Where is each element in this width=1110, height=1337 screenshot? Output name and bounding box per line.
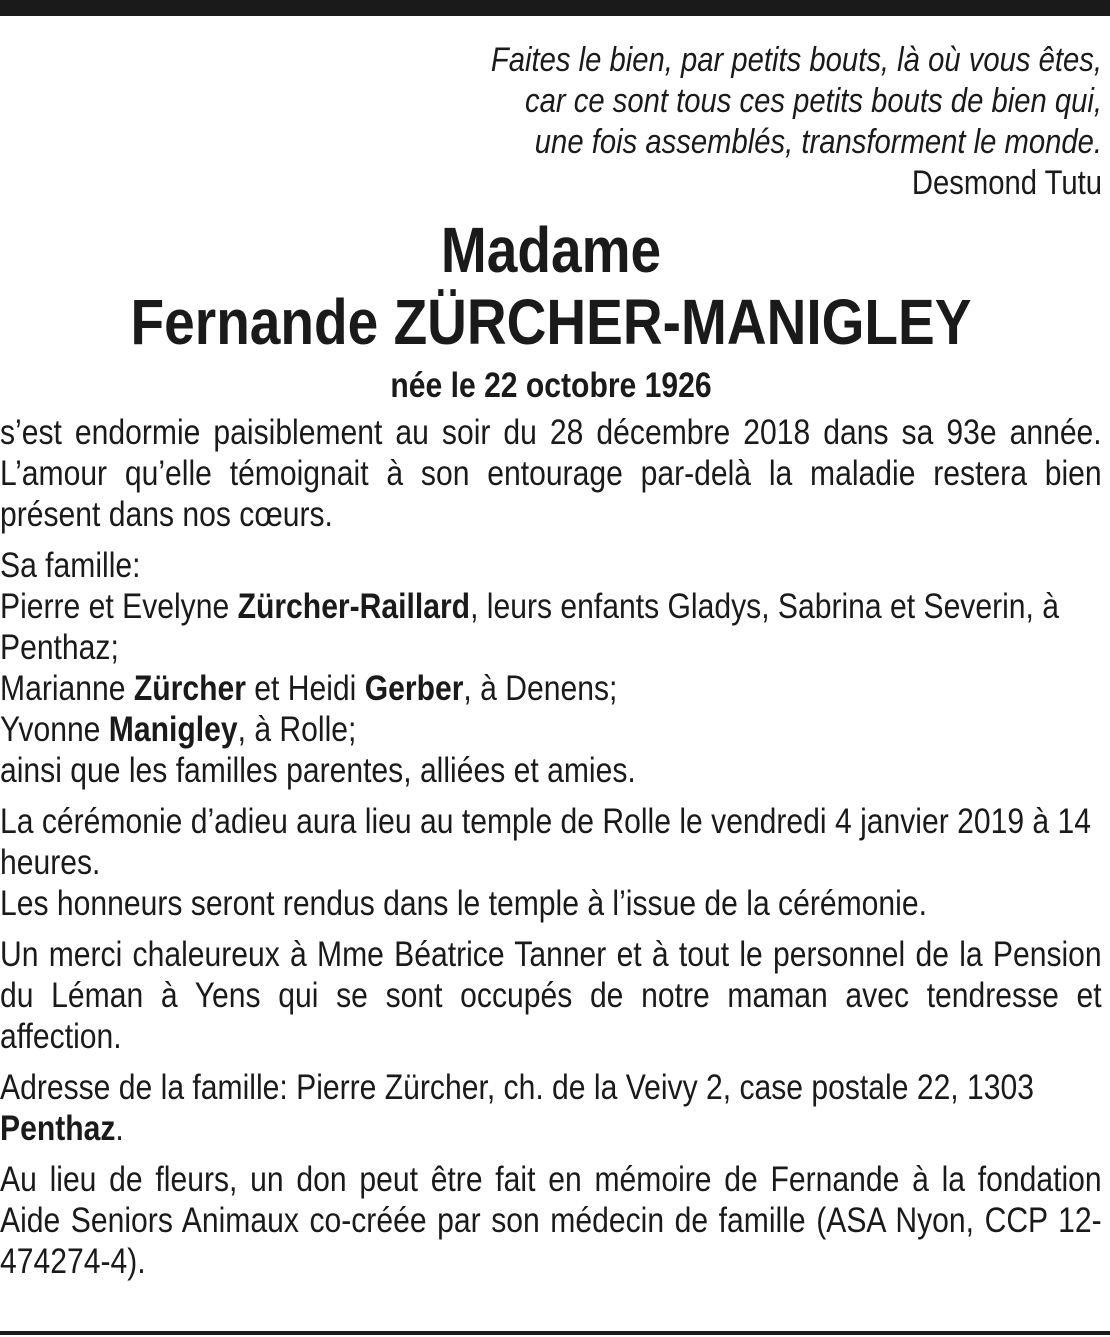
intro-paragraph: s’est endormie paisiblement au soir du 28 décembre 2018 dans sa 93e année. L’amour qu’elle témoignait à son entourage par-delà la maladie restera bien présent dans nos cœurs.	[0, 413, 1102, 534]
address-paragraph	[0, 1067, 1102, 1149]
family-block	[0, 545, 1102, 791]
family-line-2-name-2: Gerber	[364, 669, 464, 708]
family-line-2-pre: Marianne	[0, 669, 134, 708]
family-line-1	[0, 586, 1102, 668]
family-line-2-mid: et Heidi	[245, 669, 365, 708]
quote-block	[0, 40, 1102, 204]
deceased-heading	[77, 214, 1025, 358]
deceased-title: Madame	[440, 214, 662, 286]
thanks-paragraph: Un merci chaleureux à Mme Béatrice Tanner et à tout le personnel de la Pension du Léman à Yens qui se sont occupés de notre maman avec tendresse et affection.	[0, 935, 1102, 1056]
obituary-notice	[0, 40, 1102, 1282]
family-line-2-post: , à Denens;	[463, 669, 618, 708]
address-text: Adresse de la famille: Pierre Zürcher, ch. de la Veivy 2, case postale 22, 1303	[0, 1068, 1035, 1107]
birth-date: née le 22 octobre 1926	[390, 366, 712, 405]
ceremony-block	[0, 801, 1102, 924]
top-border-rule	[0, 0, 1110, 16]
quote-line-1: Faites le bien, par petits bouts, là où vous êtes,	[490, 41, 1103, 79]
deceased-name: Fernande ZÜRCHER-MANIGLEY	[130, 286, 972, 358]
family-line-3	[0, 709, 1102, 750]
donation-paragraph: Au lieu de fleurs, un don peut être fait en mémoire de Fernande à la fondation Aide Seniors Animaux co-créée par son médecin de famille (ASA Nyon, CCP 12-474274-4).	[0, 1160, 1102, 1281]
bottom-border-rule	[0, 1331, 1110, 1335]
family-line-3-name: Manigley	[108, 710, 238, 749]
family-line-2-name-1: Zürcher	[133, 669, 246, 708]
family-line-1-post: , leurs enfants Gladys, Sabrina et Severin, à Penthaz;	[0, 587, 1060, 667]
address-locality: Penthaz	[0, 1109, 116, 1148]
quote-author: Desmond Tutu	[911, 164, 1102, 202]
ceremony-line-1: La cérémonie d’adieu aura lieu au temple de Rolle le vendredi 4 janvier 2019 à 14 heures.	[0, 802, 1092, 882]
family-line-2	[0, 668, 1102, 709]
quote-line-3: une fois assemblés, transforment le monde.	[534, 123, 1102, 161]
ceremony-line-2: Les honneurs seront rendus dans le temple à l’issue de la cérémonie.	[0, 884, 927, 923]
family-line-3-pre: Yvonne	[0, 710, 109, 749]
family-line-1-pre: Pierre et Evelyne	[0, 587, 238, 626]
family-line-1-name: Zürcher-Raillard	[237, 587, 471, 626]
family-line-4: ainsi que les familles parentes, alliées et amies.	[0, 751, 636, 790]
address-end: .	[115, 1109, 124, 1148]
family-line-3-post: , à Rolle;	[237, 710, 357, 749]
quote-line-2: car ce sont tous ces petits bouts de bien qui,	[524, 82, 1102, 120]
family-heading: Sa famille:	[0, 546, 141, 585]
